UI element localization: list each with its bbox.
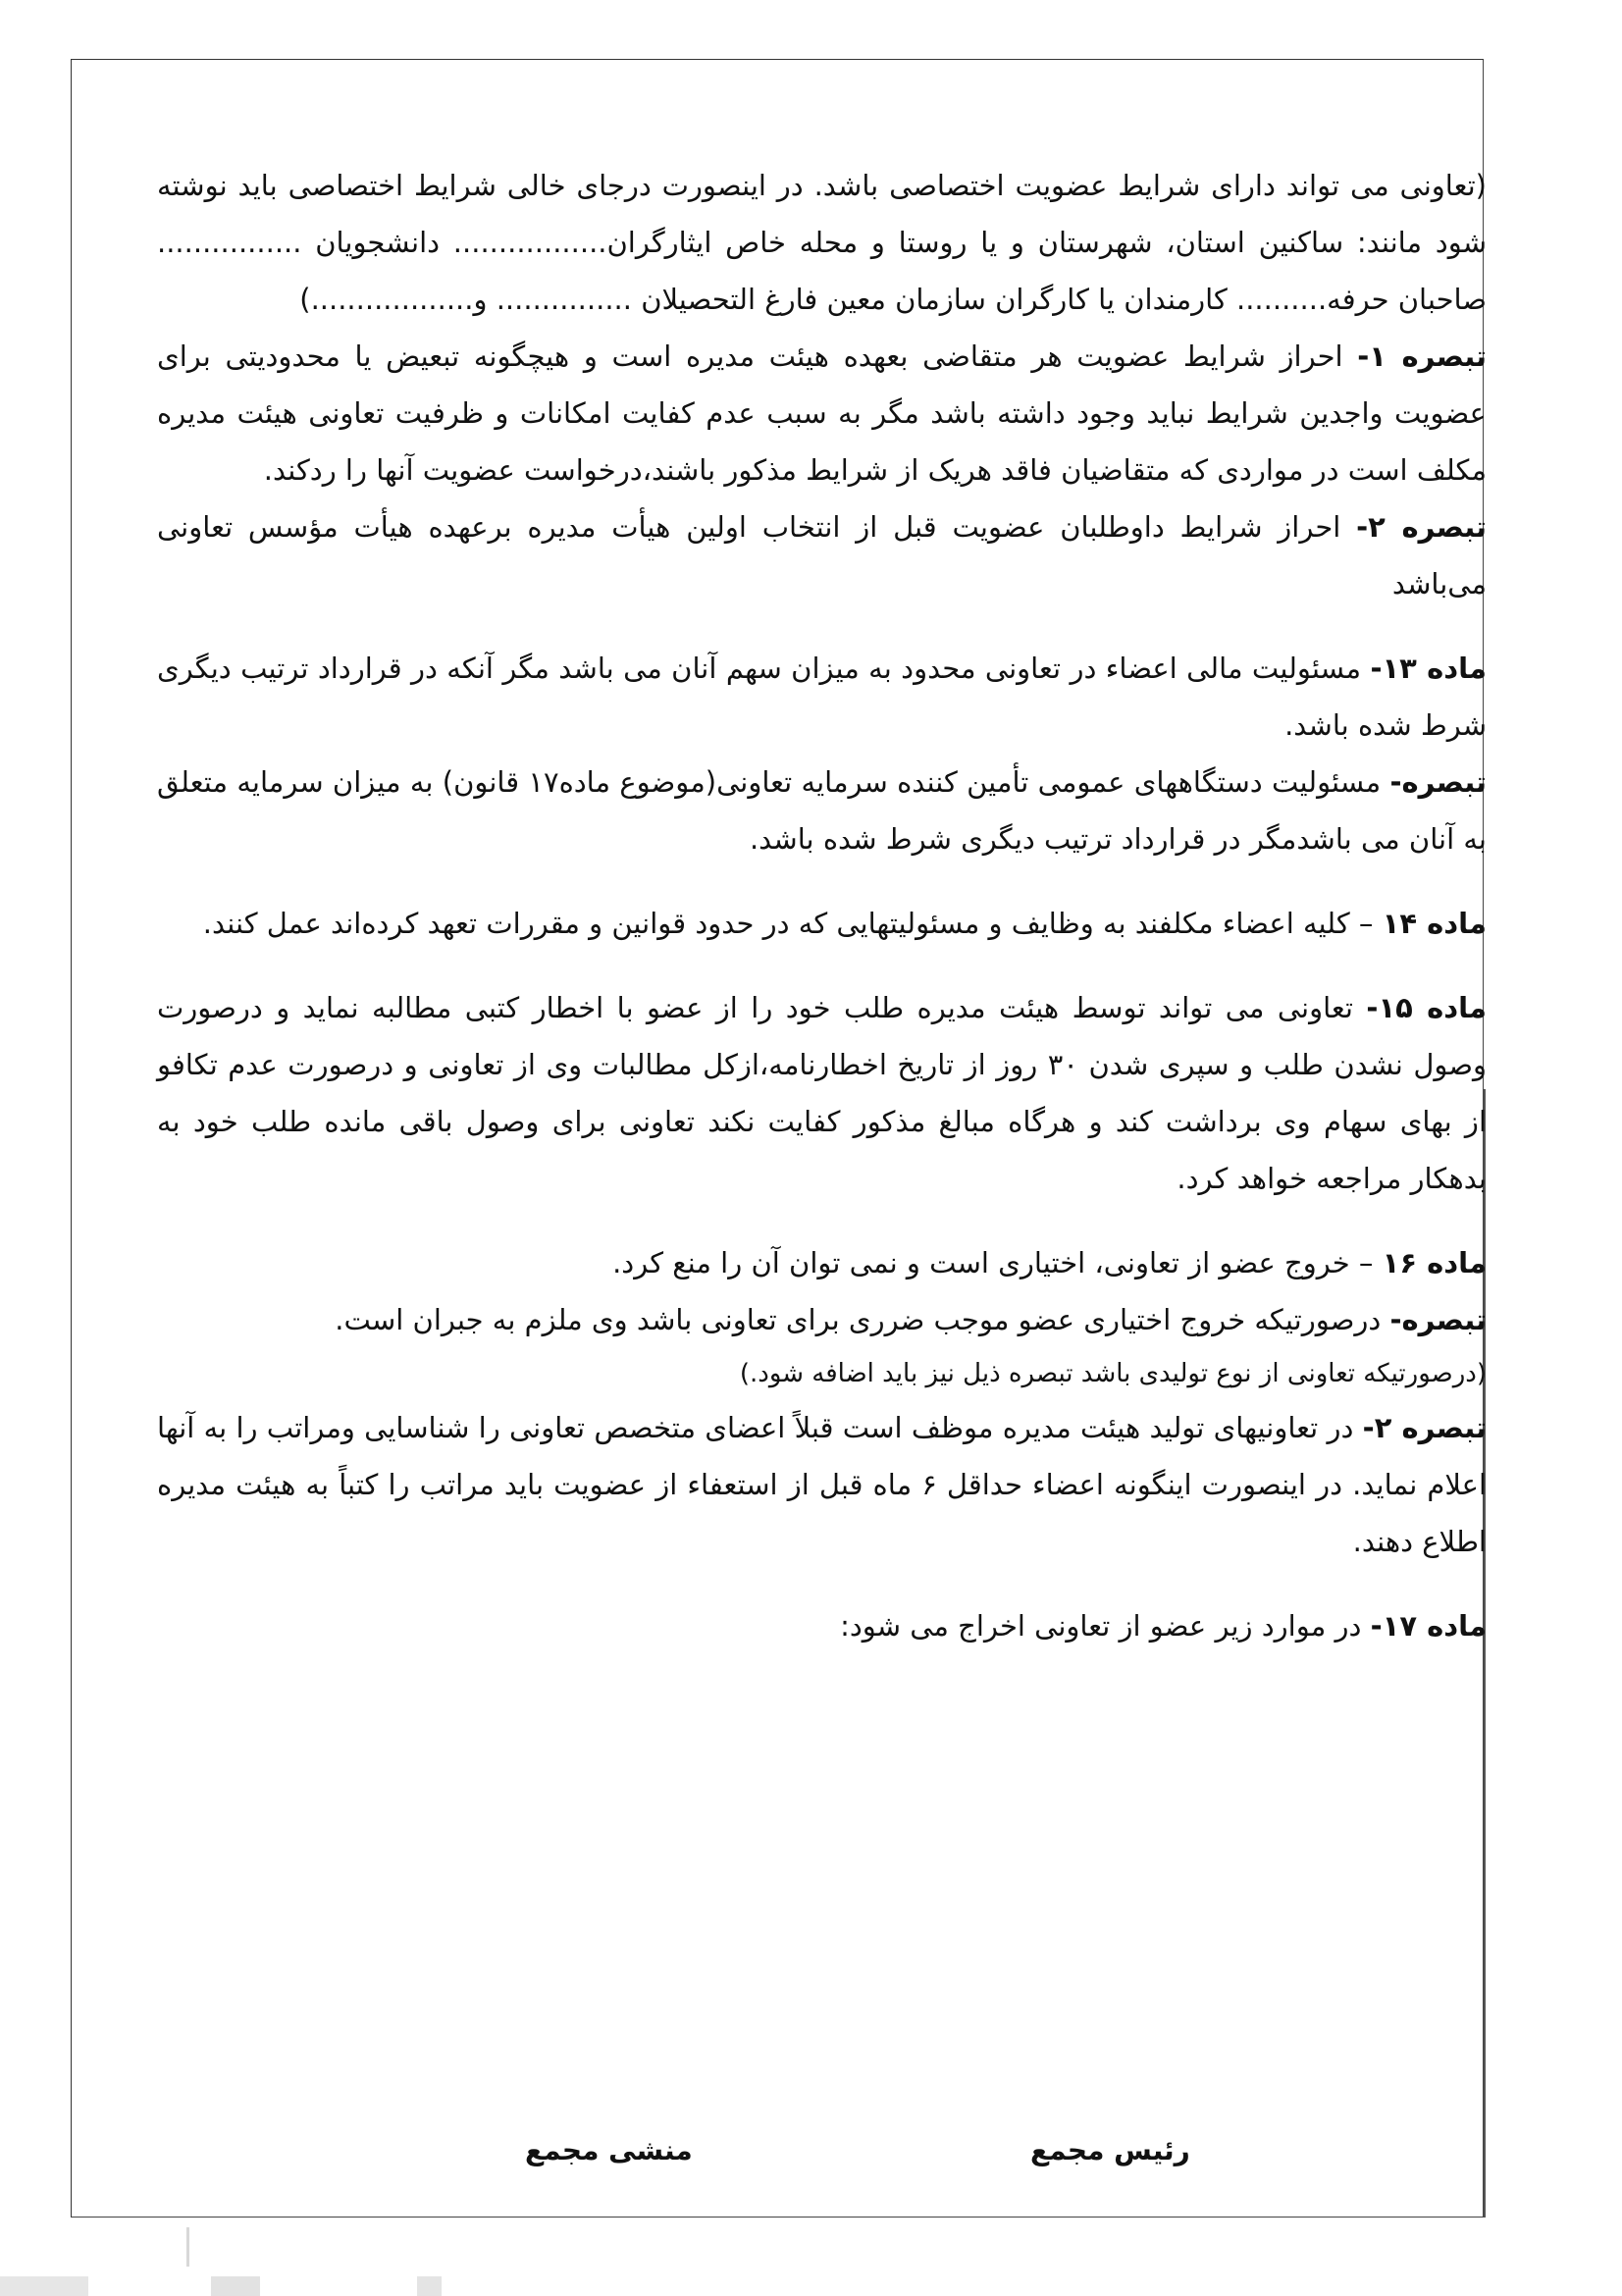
scan-artifact bbox=[417, 2276, 442, 2296]
article-16-note bbox=[157, 1291, 1487, 1348]
paragraph-text: در موارد زیر عضو از تعاونی اخراج می شود: bbox=[840, 1609, 1371, 1643]
paragraph-label: تبصره ۲- bbox=[1362, 1411, 1487, 1444]
article-16 bbox=[157, 1234, 1487, 1291]
paragraph-label: تبصره ۲- bbox=[1356, 510, 1488, 544]
article-13-note bbox=[157, 754, 1487, 867]
paragraph-text: (درصورتیکه تعاونی از نوع تولیدی باشد تبصره ذیل نیز باید اضافه شود.) bbox=[739, 1359, 1487, 1388]
article-17 bbox=[157, 1597, 1487, 1654]
paragraph-label: ماده ۱۶ bbox=[1382, 1246, 1487, 1279]
paragraph-label: تبصره ۱- bbox=[1357, 339, 1487, 373]
scan-artifact bbox=[0, 2276, 88, 2296]
production-coop-remark bbox=[157, 1348, 1487, 1399]
paragraph-text: – خروج عضو از تعاونی، اختیاری است و نمی توان آن را منع کرد. bbox=[612, 1246, 1383, 1279]
paragraph-text: احراز شرایط عضویت هر متقاضی بعهده هیئت مدیره است و هیچگونه تبعیض یا محدودیتی برای عضویت واجدین شرایط نباید وجود داشته باشد مگر به سبب عدم کفایت امکانات و ظرفیت تعاونی هیئت مدیره مکلف است در مواردی که متقاضیان فاقد هریک از شرایط مذکور باشند،درخواست عضویت آنها را ردکند. bbox=[157, 339, 1487, 487]
paragraph-text: – کلیه اعضاء مکلفند به وظایف و مسئولیتهایی که در حدود قوانین و مقررات تعهد کرده‌اند عمل کنند. bbox=[202, 907, 1383, 940]
paragraph-text: مسئولیت دستگاههای عمومی تأمین کننده سرمایه تعاونی(موضوع ماده۱۷ قانون) به میزان سرمایه متعلق به آنان می باشدمگر در قرارداد ترتیب دیگری شرط شده باشد. bbox=[157, 765, 1487, 856]
paragraph-text: در تعاونیهای تولید هیئت مدیره موظف است قبلاً اعضای متخصص تعاونی را شناسایی ومراتب را به آنها اعلام نماید. در اینصورت اینگونه اعضاء حداقل ۶ ماه قبل از استعفاء از عضویت باید مراتب را کتباً به هیئت مدیره اطلاع دهند. bbox=[157, 1411, 1488, 1558]
paragraph-label: تبصره- bbox=[1389, 1303, 1487, 1336]
article-14 bbox=[157, 895, 1487, 952]
paragraph-text: تعاونی می تواند توسط هیئت مدیره طلب خود را از عضو با اخطار کتبی مطالبه نماید و درصورت وصول نشدن طلب و سپری شدن ۳۰ روز از تاریخ اخطارنامه،ازکل مطالبات وی از تعاونی و درصورت عدم تکافو از بهای سهام وی برداشت کند و هرگاه مبالغ مذکور کفایت نکند تعاونی برای وصول باقی مانده طلب خود به بدهکار مراجعه خواهد کرد. bbox=[157, 991, 1487, 1195]
article-15 bbox=[157, 979, 1487, 1207]
paragraph-text: مسئولیت مالی اعضاء در تعاونی محدود به میزان سهم آنان می باشد مگر آنکه در قرارداد ترتیب دیگری شرط شده باشد. bbox=[157, 652, 1487, 742]
assembly-chair-signature: رئیس مجمع bbox=[1030, 2134, 1190, 2166]
note-2 bbox=[157, 498, 1487, 612]
paragraph-label: ماده ۱۳- bbox=[1370, 652, 1487, 685]
paragraph-text: (تعاونی می تواند دارای شرایط عضویت اختصاصی باشد. در اینصورت درجای خالی شرایط اختصاصی باید نوشته شود مانند: ساکنین استان، شهرستان و یا روستا و محله خاص ایثارگران................. دانشجویان ................ صاحبان حرفه.......... کارمندان یا کارگران سازمان معین فارغ التحصیلان ............... و..................) bbox=[157, 169, 1487, 316]
assembly-secretary-signature: منشی مجمع bbox=[525, 2134, 693, 2166]
paragraph-text: احراز شرایط داوطلبان عضویت قبل از انتخاب اولین هیأت مدیره برعهده هیأت مؤسس تعاونی می‌باشد bbox=[157, 510, 1487, 600]
paragraph-text: درصورتیکه خروج اختیاری عضو موجب ضرری برای تعاونی باشد وی ملزم به جبران است. bbox=[335, 1303, 1390, 1336]
scan-artifact bbox=[186, 2227, 189, 2267]
paragraph-label: ماده ۱۵- bbox=[1366, 991, 1487, 1024]
article-16-note-2 bbox=[157, 1399, 1487, 1570]
note-1 bbox=[157, 328, 1487, 498]
intro-note bbox=[157, 157, 1487, 328]
paragraph-label: تبصره- bbox=[1389, 765, 1487, 799]
paragraph-label: ماده ۱۷- bbox=[1370, 1609, 1487, 1643]
scan-artifact bbox=[211, 2276, 260, 2296]
paragraph-label: ماده ۱۴ bbox=[1382, 907, 1487, 940]
document-body bbox=[157, 157, 1487, 1654]
article-13 bbox=[157, 640, 1487, 754]
